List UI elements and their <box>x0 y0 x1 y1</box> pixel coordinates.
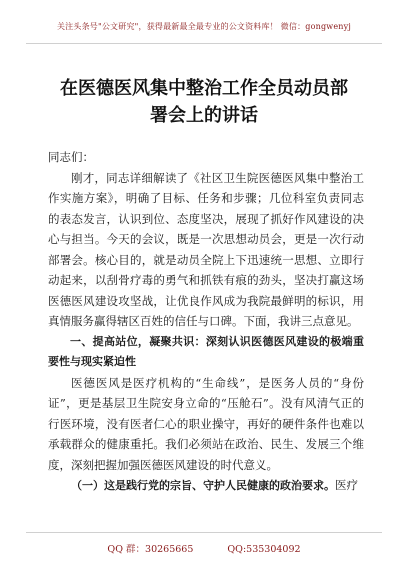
salutation: 同志们： <box>48 150 94 164</box>
document-body <box>48 147 364 497</box>
document-title: 在医德医风集中整治工作全员动员部署会上的讲话 <box>60 78 348 126</box>
footer-contact <box>0 541 408 555</box>
paragraph-medical-ethics: 医德医风是医疗机构的“生命线”，是医务人员的“身份证”，更是基层卫生院安身立命的“压舱石”。没有风清气正的行医环境，没有医者仁心的职业操守，再好的硬件条件也难以承载群众的健康重托。我们必须站在政治、民生、发展三个维度，深刻把握加强医德医风建设的时代意义。 <box>48 375 364 472</box>
section-heading-1: 一、提高站位，凝聚共识：深刻认识医德医风建设的极端重要性与现实紧迫性 <box>48 334 364 368</box>
footer-qq-number: QQ:535304092 <box>227 544 301 555</box>
subheading-1-tail: 医疗 <box>335 478 358 492</box>
subheading-1: （一）这是践行党的宗旨、守护人民健康的政治要求。 <box>71 479 335 492</box>
header-divider <box>26 43 382 44</box>
subheading-paragraph <box>48 475 364 497</box>
footer-divider <box>26 532 382 533</box>
footer-qq-group: QQ 群：30265665 <box>107 544 194 555</box>
paragraph-intro: 刚才，同志详细解读了《社区卫生院医德医风集中整治工作实施方案》，明确了目标、任务和步骤；几位科室负责同志的表态发言，认识到位、态度坚决，展现了抓好作风建设的决心与担当。今天的会议，既是一次思想动员会，更是一次行动部署会。核心目的，就是动员全院上下迅速统一思想、立即行动起来，以刮骨疗毒的勇气和抓铁有痕的劲头，坚决打赢这场医德医风建设攻坚战，让优良作风成为我院最鲜明的标识，用真情服务赢得辖区百姓的信任与口碑。下面，我讲三点意见。 <box>48 170 364 328</box>
header-promo-note: 关注头条号"公文研究"，获得最新最全最专业的公文资料库！ 微信：gongwenyj <box>56 22 352 31</box>
